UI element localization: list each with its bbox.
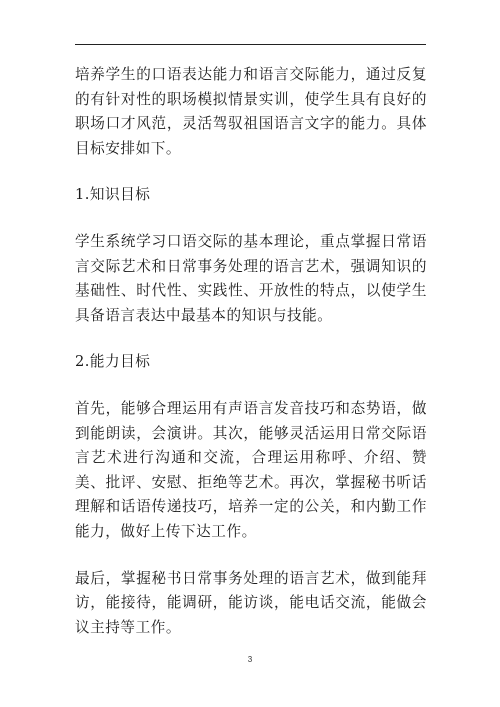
section-heading-ability: 2.能力目标 (75, 353, 151, 371)
knowledge-paragraph: 学生系统学习口语交际的基本理论，重点掌握日常语言交际艺术和日常事务处理的语言艺术，强调知识的基础性、时代性、实践性、开放性的特点，以使学生具备语言表达中最基本的知识与技能。 (75, 232, 427, 324)
final-paragraph: 最后，掌握秘书日常事务处理的语言艺术，做到能拜访，能接待，能调研，能访谈，能电话交流，能做会议主持等工作。 (75, 569, 427, 636)
header-rule (75, 44, 426, 45)
page-body (75, 63, 427, 662)
ability-paragraph: 首先，能够合理运用有声语言发音技巧和态势语，做到能朗读，会演讲。其次，能够灵活运用日常交际语言艺术进行沟通和交流，合理运用称呼、介绍、赞美、批评、安慰、拒绝等艺术。再次，掌握秘书听话理解和话语传递技巧，培养一定的公关，和内勤工作能力，做好上传下达工作。 (75, 399, 427, 540)
page-number: 3 (247, 655, 253, 664)
intro-paragraph: 培养学生的口语表达能力和语言交际能力，通过反复的有针对性的职场模拟情景实训，使学生具有良好的职场口才风范，灵活驾驭祖国语言文字的能力。具体目标安排如下。 (75, 66, 427, 157)
section-heading-knowledge: 1.知识目标 (75, 186, 151, 204)
